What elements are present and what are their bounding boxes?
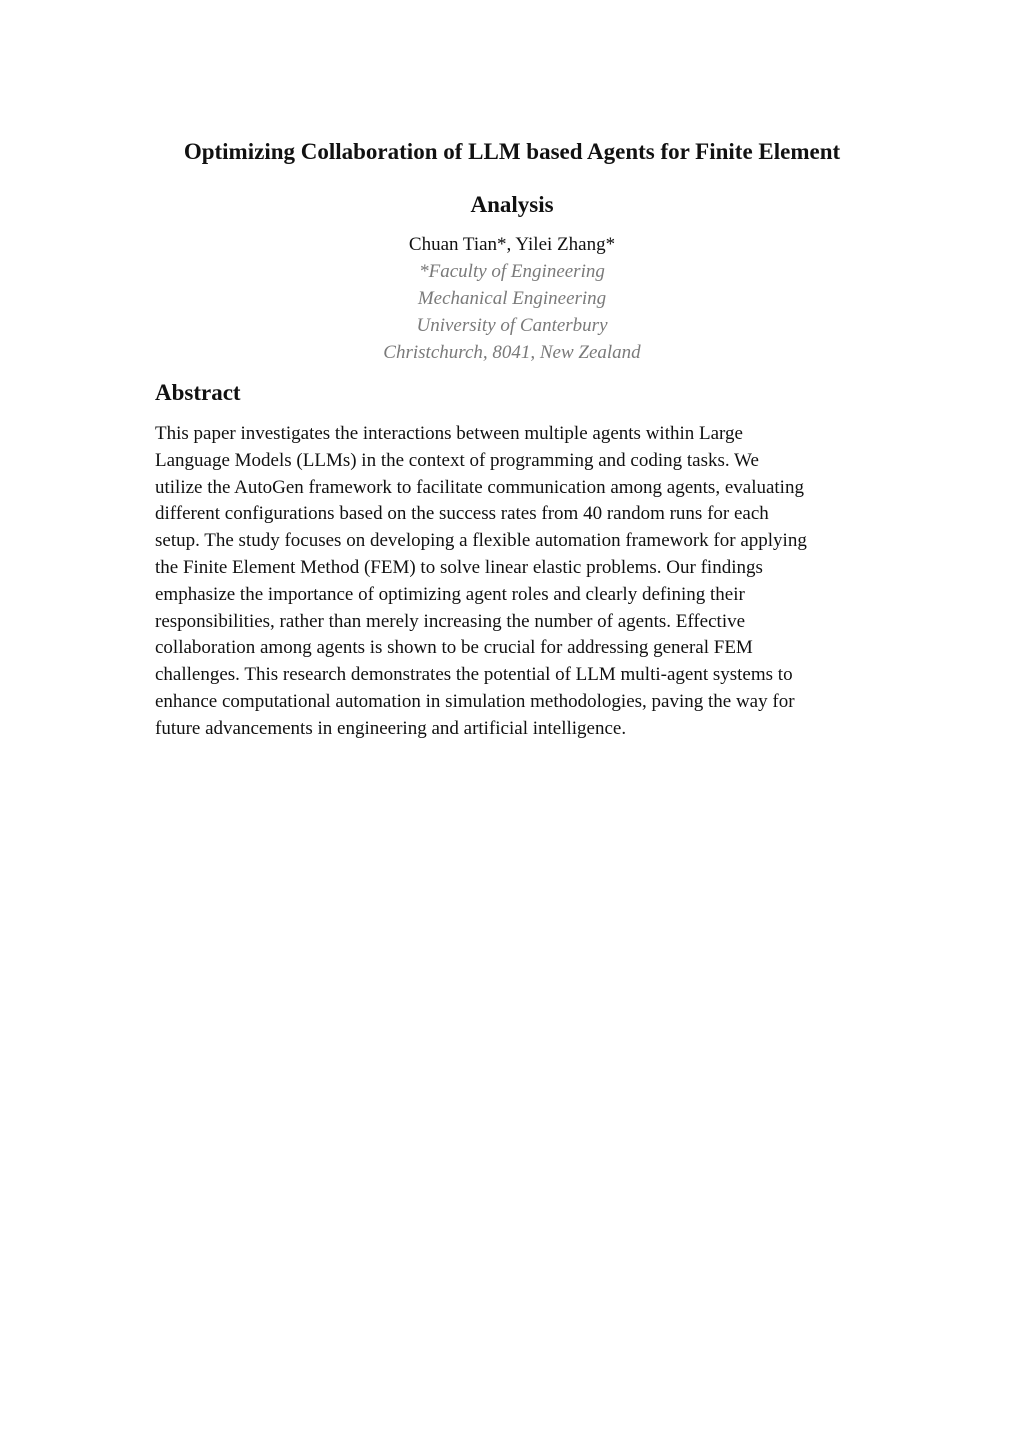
paper-authors: Chuan Tian*, Yilei Zhang* xyxy=(408,234,616,255)
abstract-line: collaboration among agents is shown to be crucial for addressing general FEM xyxy=(155,637,753,659)
abstract-line: different configurations based on the success rates from 40 random runs for each xyxy=(155,503,769,525)
abstract-heading: Abstract xyxy=(155,380,241,405)
abstract-line: challenges. This research demonstrates the potential of LLM multi-agent systems to xyxy=(155,664,793,686)
affiliation-university: University of Canterbury xyxy=(416,315,608,336)
abstract-line: emphasize the importance of optimizing agent roles and clearly defining their xyxy=(155,583,745,605)
affiliation-department: Mechanical Engineering xyxy=(417,288,607,309)
abstract-line: future advancements in engineering and artificial intelligence. xyxy=(155,717,627,739)
abstract-line: utilize the AutoGen framework to facilitate communication among agents, evaluating xyxy=(155,476,804,498)
abstract-line: the Finite Element Method (FEM) to solve linear elastic problems. Our findings xyxy=(155,556,763,578)
paper-title-line-2: Analysis xyxy=(470,192,554,217)
abstract-line: enhance computational automation in simulation methodologies, paving the way for xyxy=(155,690,795,712)
paper-title-line-1: Optimizing Collaboration of LLM based Agents for Finite Element xyxy=(183,139,841,164)
abstract-line: This paper investigates the interactions between multiple agents within Large xyxy=(155,423,743,444)
abstract-body xyxy=(155,421,871,743)
abstract-line: responsibilities, rather than merely increasing the number of agents. Effective xyxy=(155,610,746,632)
abstract-line: Language Models (LLMs) in the context of programming and coding tasks. We xyxy=(155,449,759,471)
abstract-line: setup. The study focuses on developing a flexible automation framework for applying xyxy=(155,530,807,552)
affiliation-faculty: *Faculty of Engineering xyxy=(419,261,605,282)
affiliation-location: Christchurch, 8041, New Zealand xyxy=(383,342,641,363)
